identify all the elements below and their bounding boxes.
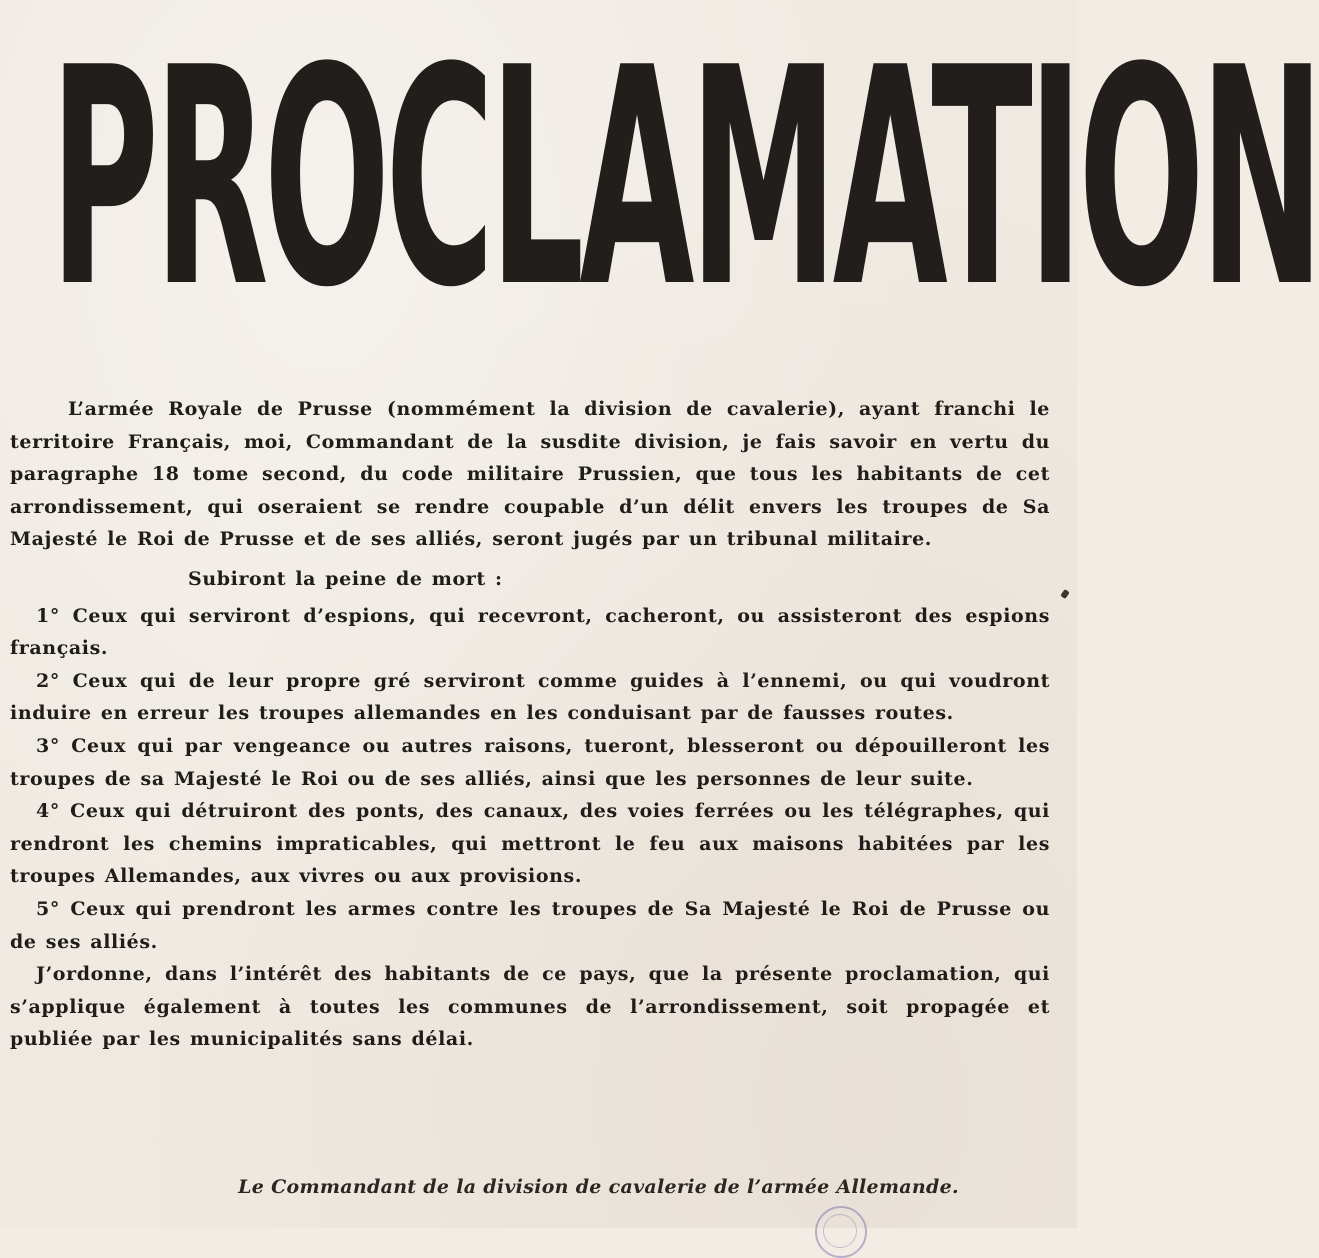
library-stamp [815, 1206, 867, 1258]
penalty-heading: Subiront la peine de mort : [188, 567, 503, 590]
proclamation-title [50, 3, 1319, 354]
list-item: 3° Ceux qui par vengeance ou autres raisons, tueront, blesseront ou dépouilleront les troupes de sa Majesté le Roi ou de ses alliés, ainsi que les personnes de leur suite. [10, 734, 1050, 790]
list-item: 2° Ceux qui de leur propre gré serviront comme guides à l’ennemi, ou qui voudront induire en erreur les troupes allemandes en les conduisant par de fausses routes. [10, 669, 1050, 725]
signature-line: Le Commandant de la division de cavalerie de l’armée Allemande. [238, 1176, 959, 1198]
list-item: 1° Ceux qui serviront d’espions, qui recevront, cacheront, ou assisteront des espions français. [10, 604, 1050, 660]
list-item: 5° Ceux qui prendront les armes contre les troupes de Sa Majesté le Roi de Prusse ou de ses alliés. [10, 897, 1050, 953]
list-item: 4° Ceux qui détruiront des ponts, des canaux, des voies ferrées ou les télégraphes, qui rendront les chemins impraticables, qui mettront le feu aux maisons habitées par les troupes Allemandes, aux vivres ou aux provisions. [10, 800, 1050, 888]
stamp-inner-ring [823, 1214, 857, 1248]
intro-paragraph: L’armée Royale de Prusse (nommément la division de cavalerie), ayant franchi le territoire Français, moi, Commandant de la susdite division, je fais savoir en vertu du paragraphe 18 tome second, du code militaire Prussien, que tous les habitants de cet arrondissement, qui oseraient se rendre coupable d’un délit envers les troupes de Sa Majesté le Roi de Prusse et de ses alliés, seront jugés par un tribunal militaire. [10, 398, 1050, 551]
proclamation-body [10, 393, 1050, 1056]
closing-paragraph: J’ordonne, dans l’intérêt des habitants de ce pays, que la présente proclamation, qui s’applique également à toutes les communes de l’arrondissement, soit propagée et publiée par les municipalités sans délai. [10, 963, 1050, 1051]
title-text: PROCLAMATION [50, 3, 1319, 354]
